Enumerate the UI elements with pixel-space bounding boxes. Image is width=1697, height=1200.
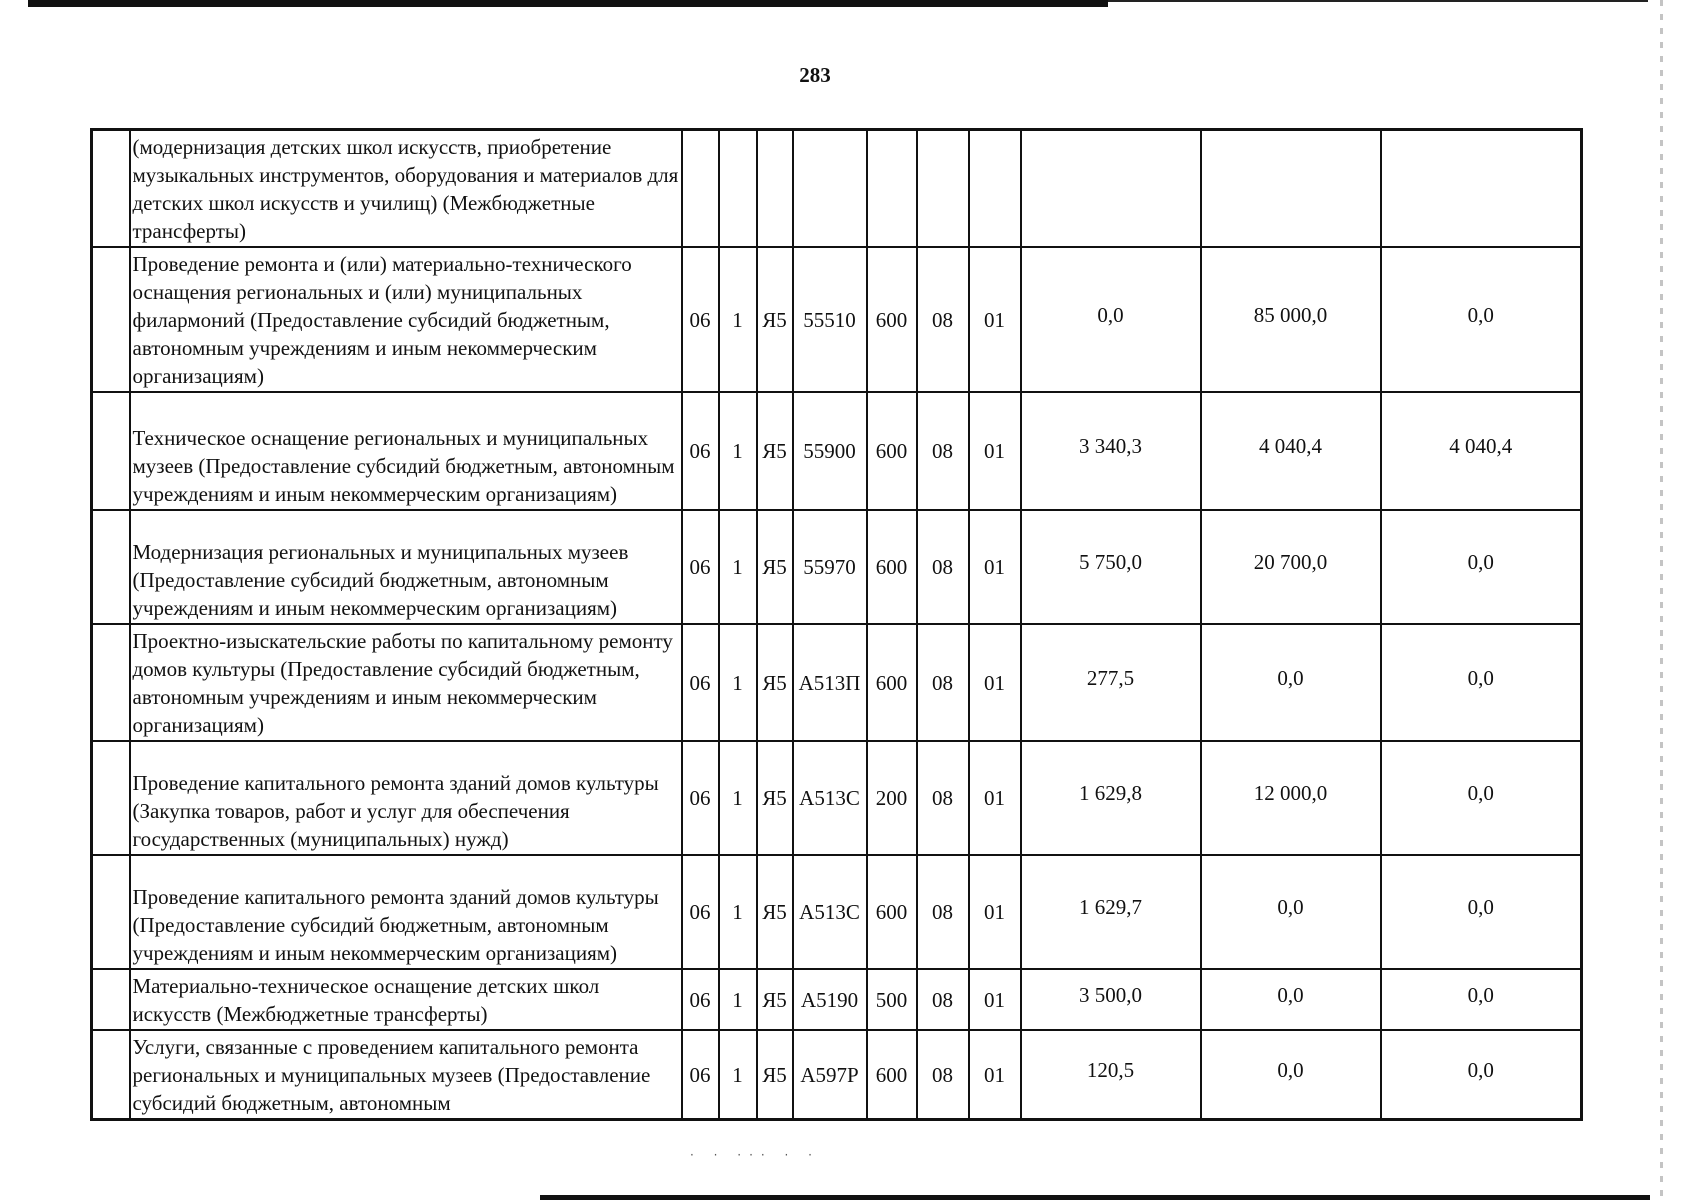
row-code-c6: 08 [917,855,969,969]
row-code-c7: 01 [969,1030,1021,1120]
row-amount-a1: 1 629,7 [1021,855,1201,969]
row-amount-a2 [1201,130,1381,248]
scan-border-bottom [540,1195,1650,1200]
row-amount-a2: 0,0 [1201,855,1381,969]
row-amount-a2: 20 700,0 [1201,510,1381,624]
row-code-c5: 600 [867,510,917,624]
scan-border-top [28,0,1108,7]
row-code-c7: 01 [969,510,1021,624]
row-amount-a3 [1381,130,1582,248]
row-code-c5 [867,130,917,248]
row-amount-a1: 120,5 [1021,1030,1201,1120]
row-code-c6: 08 [917,247,969,392]
row-amount-a1: 5 750,0 [1021,510,1201,624]
scan-edge-right [1660,0,1663,1200]
row-code-c2: 1 [719,1030,757,1120]
row-code-c2: 1 [719,624,757,741]
row-amount-a2: 0,0 [1201,969,1381,1030]
row-amount-a3: 0,0 [1381,855,1582,969]
row-code-c4: А513С [793,741,867,855]
row-code-c1: 06 [682,392,719,510]
row-amount-a3: 0,0 [1381,969,1582,1030]
row-code-c5: 600 [867,624,917,741]
row-code-c1: 06 [682,247,719,392]
row-code-c4: А597Р [793,1030,867,1120]
table-row [92,1030,1582,1120]
row-code-c3: Я5 [757,510,793,624]
row-code-c2: 1 [719,247,757,392]
row-number-cell [92,969,130,1030]
row-amount-a1: 0,0 [1021,247,1201,392]
row-code-c7: 01 [969,624,1021,741]
row-amount-a1 [1021,130,1201,248]
row-code-c5: 600 [867,855,917,969]
row-code-c6: 08 [917,1030,969,1120]
scan-border-top-thin [1108,0,1648,2]
row-amount-a2: 4 040,4 [1201,392,1381,510]
page-number: 283 [799,63,831,87]
row-code-c5: 600 [867,1030,917,1120]
row-code-c5: 600 [867,247,917,392]
table-body [92,130,1582,1120]
row-code-c4: А513С [793,855,867,969]
table-row [92,741,1582,855]
row-amount-a3: 4 040,4 [1381,392,1582,510]
row-amount-a1: 3 500,0 [1021,969,1201,1030]
row-code-c3: Я5 [757,247,793,392]
row-code-c7: 01 [969,855,1021,969]
row-code-c3: Я5 [757,855,793,969]
row-number-cell [92,130,130,248]
row-code-c1: 06 [682,741,719,855]
row-code-c6: 08 [917,969,969,1030]
row-code-c1: 06 [682,1030,719,1120]
row-number-cell [92,624,130,741]
row-code-c5: 600 [867,392,917,510]
row-code-c3: Я5 [757,969,793,1030]
row-code-c2: 1 [719,741,757,855]
row-code-c6: 08 [917,510,969,624]
row-description: Проведение ремонта и (или) материально-технического оснащения региональных и (или) муниципальных филармоний (Предоставление субсидий бюджетным, автономным учреждениям и иным некоммерческим организациям) [130,247,682,392]
row-number-cell [92,247,130,392]
row-amount-a3: 0,0 [1381,1030,1582,1120]
row-description: Проведение капитального ремонта зданий домов культуры (Закупка товаров, работ и услуг для обеспечения государственных (муниципальных) нужд) [130,741,682,855]
row-description: Проведение капитального ремонта зданий домов культуры (Предоставление субсидий бюджетным, автономным учреждениям и иным некоммерческим организациям) [130,855,682,969]
budget-table [90,128,1583,1121]
row-number-cell [92,510,130,624]
row-code-c4: 55900 [793,392,867,510]
row-code-c7: 01 [969,392,1021,510]
row-code-c3: Я5 [757,392,793,510]
row-code-c7: 01 [969,969,1021,1030]
row-amount-a2: 12 000,0 [1201,741,1381,855]
row-code-c2 [719,130,757,248]
row-code-c4: 55510 [793,247,867,392]
scan-noise: · · ··· · · [690,1148,820,1162]
table-row [92,969,1582,1030]
row-code-c6 [917,130,969,248]
row-description: Материально-техническое оснащение детских школ искусств (Межбюджетные трансферты) [130,969,682,1030]
row-number-cell [92,741,130,855]
row-description: Модернизация региональных и муниципальных музеев (Предоставление субсидий бюджетным, автономным учреждениям и иным некоммерческим организациям) [130,510,682,624]
row-code-c7: 01 [969,741,1021,855]
row-code-c2: 1 [719,510,757,624]
table-row [92,247,1582,392]
row-amount-a2: 0,0 [1201,1030,1381,1120]
table-row [92,624,1582,741]
row-code-c2: 1 [719,969,757,1030]
table-row [92,130,1582,248]
row-code-c1: 06 [682,510,719,624]
row-number-cell [92,1030,130,1120]
row-description: Проектно-изыскательские работы по капитальному ремонту домов культуры (Предоставление субсидий бюджетным, автономным учреждениям и иным некоммерческим организациям) [130,624,682,741]
row-code-c6: 08 [917,392,969,510]
row-code-c7 [969,130,1021,248]
row-description: Услуги, связанные с проведением капитального ремонта региональных и муниципальных музеев (Предоставление субсидий бюджетным, автономным [130,1030,682,1120]
row-amount-a3: 0,0 [1381,247,1582,392]
row-number-cell [92,392,130,510]
row-code-c4: А5190 [793,969,867,1030]
row-code-c4: А513П [793,624,867,741]
row-amount-a2: 85 000,0 [1201,247,1381,392]
row-code-c4 [793,130,867,248]
row-code-c2: 1 [719,392,757,510]
row-code-c1: 06 [682,855,719,969]
row-code-c3: Я5 [757,1030,793,1120]
row-description: Техническое оснащение региональных и муниципальных музеев (Предоставление субсидий бюджетным, автономным учреждениям и иным некоммерческим организациям) [130,392,682,510]
row-amount-a3: 0,0 [1381,741,1582,855]
row-code-c5: 200 [867,741,917,855]
row-number-cell [92,855,130,969]
row-code-c5: 500 [867,969,917,1030]
row-code-c1: 06 [682,969,719,1030]
row-code-c1 [682,130,719,248]
row-amount-a3: 0,0 [1381,624,1582,741]
row-code-c7: 01 [969,247,1021,392]
row-code-c6: 08 [917,741,969,855]
row-amount-a3: 0,0 [1381,510,1582,624]
row-code-c3 [757,130,793,248]
row-description: (модернизация детских школ искусств, приобретение музыкальных инструментов, оборудования и материалов для детских школ искусств и училищ) (Межбюджетные трансферты) [130,130,682,248]
row-code-c6: 08 [917,624,969,741]
row-code-c2: 1 [719,855,757,969]
row-amount-a1: 3 340,3 [1021,392,1201,510]
row-code-c4: 55970 [793,510,867,624]
row-code-c3: Я5 [757,741,793,855]
table-row [92,392,1582,510]
row-amount-a1: 277,5 [1021,624,1201,741]
row-code-c3: Я5 [757,624,793,741]
row-amount-a2: 0,0 [1201,624,1381,741]
table-row [92,510,1582,624]
row-code-c1: 06 [682,624,719,741]
row-amount-a1: 1 629,8 [1021,741,1201,855]
table-row [92,855,1582,969]
